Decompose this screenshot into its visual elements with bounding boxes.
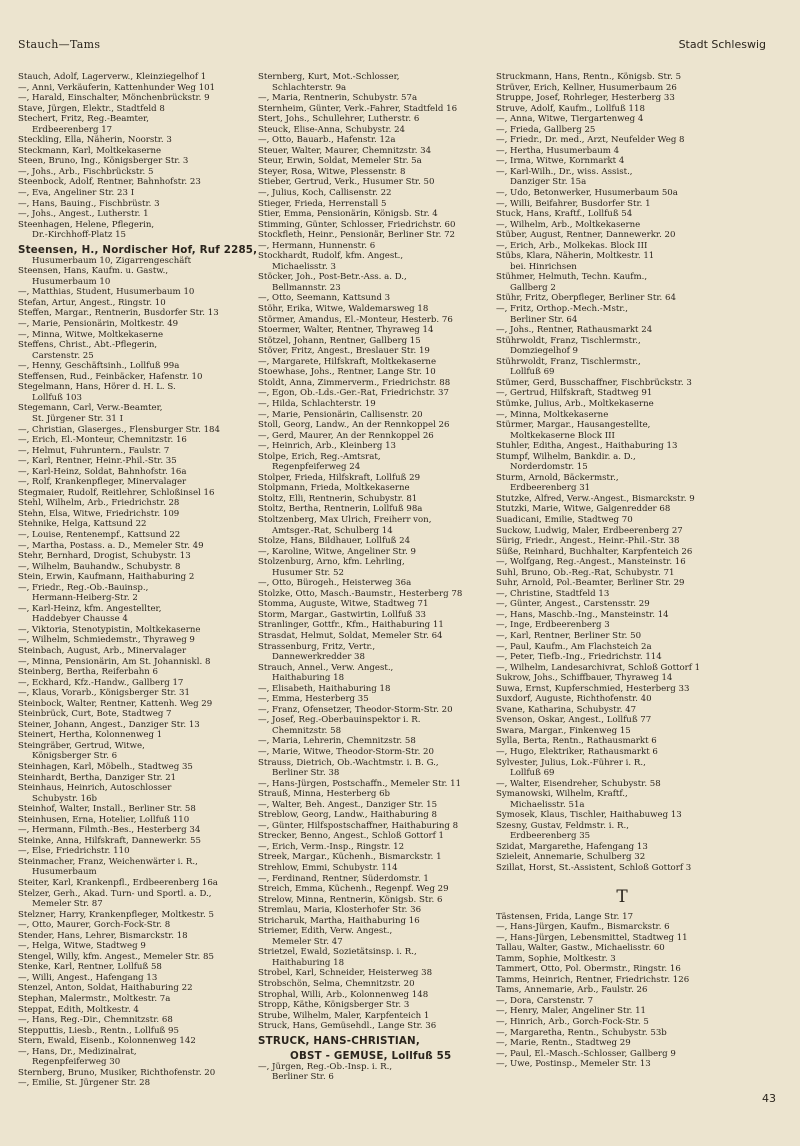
directory-entry: Stöver, Fritz, Angest., Breslauer Str. 19 [258,346,430,357]
directory-entry: Steiner, Johann, Angest., Danziger Str. 13 [18,719,200,730]
directory-entry: —, Helga, Witwe, Stadtweg 9 [18,941,146,952]
directory-entry: —, Hermann, Filmth.-Bes., Hesterberg 34 [18,825,201,836]
directory-entry: Svane, Katharina, Schubystr. 47 [496,704,637,715]
directory-entry: Stolzenburg, Arno, kfm. Lehrling, [258,557,405,568]
directory-entry: Steinke, Anna, Hilfskraft, Dannewerkr. 55 [18,835,201,846]
entry-continuation: Erdbeerenberg 35 [510,831,591,842]
directory-entry: —, Günter, Hilfspostschaffner, Haithaburing 8 [258,820,459,831]
directory-entry: Stein, Erwin, Kaufmann, Haithaburing 2 [18,572,195,583]
entry-continuation: Berliner Str. 38 [272,768,340,779]
entry-continuation: bei. Hinrichsen [510,261,577,272]
entry-continuation: Amtsger.-Rat, Schulberg 14 [272,525,393,536]
directory-entry: Stoltz, Elli, Rentnerin, Schubystr. 81 [258,493,418,504]
directory-entry: —, Inge, Erdbeerenberg 3 [496,620,610,631]
entry-continuation: Berliner Str. 6 [272,1072,334,1083]
directory-entry: Stöhr, Erika, Witwe, Waldemarsweg 18 [258,304,429,315]
directory-entry: Steinbock, Walter, Rentner, Kattenh. Weg 29 [18,698,213,709]
entry-continuation: Carstenstr. 25 [32,350,94,361]
directory-entry: —, Eva, Angeliner Str. 23 I [18,188,135,199]
entry-continuation: Husumerbaum 10 [32,276,111,287]
directory-entry: Symosek, Klaus, Tischler, Haithabuweg 13 [496,810,682,821]
directory-entry: Stührwoldt, Franz, Tischlermstr., [496,335,641,346]
directory-entry: —, Emma, Hesterberg 35 [258,694,369,705]
entry-continuation: Domziegelhof 9 [510,346,578,357]
directory-entry: —, Karl, Rentner, Heinr.-Phil.-Str. 35 [18,456,177,467]
directory-entry: —, Margaretha, Rentn., Schubystr. 53b [496,1027,667,1038]
directory-entry: —, Otto, Maurer, Gorch-Fock-Str. 8 [18,920,171,931]
directory-entry: Stechert, Fritz, Reg.-Beamter, [18,114,149,125]
directory-entry: Stühr, Fritz, Oberpfleger, Berliner Str. 64 [496,293,676,304]
entry-continuation: Lollfuß 69 [510,367,555,378]
directory-entry: Storm, Margar., Gastwirtin, Lollfuß 33 [258,609,427,620]
directory-entry: Steckling, Ella, Näherin, Noorstr. 3 [18,135,172,146]
directory-entry: Stegmaier, Rudolf, Reitlehrer, Schloßinsel 16 [18,487,215,498]
directory-entry: —, Louise, Rentenempf., Kattsund 22 [18,529,181,540]
directory-entry: —, Wilhelm, Landesarchivrat, Schloß Gottorf 1 [496,662,701,673]
directory-entry: Stoltz, Bertha, Rentnerin, Lollfuß 98a [258,504,423,515]
directory-entry: Steuer, Walter, Maurer, Chemnitzstr. 34 [258,145,432,156]
advertisement-entry: OBST - GEMÜSE, Lollfuß 55 [290,1049,452,1062]
directory-entry: Stuck, Hans, Kraftf., Lollfuß 54 [496,209,633,220]
directory-entry: Stühmer, Helmuth, Techn. Kaufm., [496,272,648,283]
directory-entry: Tams, Annemarie, Arb., Faulstr. 26 [496,985,648,996]
entry-continuation: Husumerbaum 10, Zigarrengeschäft [32,255,192,266]
directory-entry: —, Fritz, Orthop.-Mech.-Mstr., [496,304,628,315]
directory-entry: —, Minna, Witwe, Moltkekaserne [18,329,164,340]
entry-continuation: Husumerbaum [32,867,97,878]
entry-continuation: Gallberg 2 [510,282,556,293]
directory-entry: —, Klaus, Vorarb., Königsberger Str. 31 [18,688,190,699]
entry-continuation: Haddebyer Chausse 4 [32,614,128,625]
entry-continuation: Dr.-Kirchhoff-Platz 15 [32,230,127,241]
directory-entry: —, Johs., Angest., Lutherstr. 1 [18,209,149,220]
directory-entry: —, Wilhelm, Schmiedemstr., Thyraweg 9 [18,635,195,646]
directory-entry: Steckmann, Karl, Moltkekaserne [18,145,162,156]
directory-entry: —, Harald, Einschalter, Mönchenbrückstr. 9 [18,93,210,104]
directory-entry: Stockfleth, Heinr., Pensionär, Berliner Str. 72 [258,230,456,241]
entry-continuation: Haithaburing 18 [272,957,345,968]
directory-entry: —, Hans, Dr., Medizinalrat, [18,1046,137,1057]
directory-entry: Struckmann, Hans, Rentn., Königsb. Str. 5 [496,72,682,82]
directory-entry: —, Josef, Reg.-Oberbauinspektor i. R. [258,715,421,726]
directory-entry: Stenke, Karl, Rentner, Lollfuß 58 [18,962,162,973]
directory-entry: Strassenburg, Fritz, Vertr., [258,641,376,652]
directory-entry: —, Egon, Ob.-Lds.-Ger.-Rat, Friedrichstr. 37 [258,388,449,399]
directory-entry: Sylvester, Julius, Lok.-Führer i. R., [496,757,646,768]
directory-entry: —, Eckhard, Kfz.-Handw., Gallberg 17 [18,677,184,688]
directory-entry: Stave, Jürgen, Elektr., Stadtfeld 8 [18,103,165,114]
directory-entry: Steinmacher, Franz, Weichenwärter i. R., [18,856,198,867]
directory-entry: Strauch, Annel., Verw. Angest., [258,662,394,673]
directory-entry: Stefan, Artur, Angest., Ringstr. 10 [18,297,166,308]
directory-entry: —, Wilhelm, Arb., Moltkekaserne [496,219,641,230]
entry-continuation: St. Jürgener Str. 31 I [32,413,123,424]
directory-entry: —, Hans-Jürgen, Lebensmittel, Stadtweg 11 [496,932,688,943]
directory-entry: Steinhof, Walter, Install., Berliner Str. 58 [18,804,196,815]
directory-entry: Sternheim, Günter, Verk.-Fahrer, Stadtfeld 16 [258,103,458,114]
directory-entry: —, Marie, Witwe, Theodor-Storm-Str. 20 [258,747,434,757]
directory-entry: Stropp, Käthe, Königsberger Str. 3 [258,1000,410,1011]
entry-continuation: Michaelisstr. 51a [510,799,585,810]
directory-entry: Suxdorf, Auguste, Richthofenstr. 40 [496,694,652,705]
directory-entry: Stoll, Georg, Landw., An der Rennkoppel 26 [258,420,450,431]
directory-entry: Steiter, Karl, Krankenpfl., Erdbeerenberg 16a [18,878,218,889]
directory-entry: Stehr, Bernhard, Drogist, Schubystr. 13 [18,551,191,562]
directory-entry: Struve, Adolf, Kaufm., Lollfuß 118 [496,103,645,114]
directory-entry: Sternberg, Bruno, Musiker, Richthofenstr. 20 [18,1067,216,1078]
directory-entry: Stehn, Elsa, Witwe, Friedrichstr. 109 [18,508,180,519]
directory-entry: Strobschön, Selma, Chemnitzstr. 20 [258,979,415,990]
directory-entry: Tästensen, Frida, Lange Str. 17 [496,911,634,922]
directory-entry: —, Peter, Tiefb.-Ing., Friedrichstr. 114 [496,652,662,663]
directory-entry: —, Udo, Betonwerker, Husumerbaum 50a [496,188,678,199]
directory-entry: Stöcker, Joh., Post-Betr.-Ass. a. D., [258,272,407,283]
directory-entry: Stimming, Günter, Schlosser, Friedrichstr. 60 [258,219,456,230]
entry-continuation: Regenpfeiferweg 30 [32,1057,121,1068]
directory-entry: —, Hinrich, Arb., Gorch-Fock-Str. 5 [496,1017,649,1028]
directory-entry: Stieber, Gertrud, Verk., Husumer Str. 50 [258,177,435,188]
directory-entry: —, Hertha, Husumerbaum 4 [496,145,620,156]
directory-entry: Szillat, Horst, St.-Assistent, Schloß Gottorf 3 [496,863,692,874]
directory-entry: Stührwoldt, Franz, Tischlermstr., [496,356,641,367]
entry-continuation: Bellmannstr. 23 [272,282,341,293]
directory-entry: Steffensen, Rud., Feinbäcker, Hafenstr. 10 [18,371,203,382]
entry-continuation: Husumer Str. 52 [272,567,344,578]
directory-entry: Steffens, Christ., Abt.-Pflegerin, [18,340,158,351]
directory-entry: Tammert, Otto, Pol. Obermstr., Ringstr. 16 [496,964,681,975]
directory-entry: Steinhagen, Karl, Möbelh., Stadtweg 35 [18,762,193,772]
directory-entry: Stutzke, Alfred, Verw.-Angest., Bismarckstr. 9 [496,493,695,504]
directory-entry: Stehnike, Helga, Kattsund 22 [18,519,147,530]
directory-entry: Steinbach, August, Arb., Minervalager [18,645,187,656]
directory-entry: —, Willi, Beifahrer, Busdorfer Str. 1 [496,198,651,209]
directory-entry: Stoldt, Anna, Zimmerverm., Friedrichstr. 88 [258,377,451,388]
directory-entry: —, Hilda, Schlachterstr. 19 [258,398,376,409]
directory-entry: —, Hans, Maschb.-Ing., Mansteinstr. 14 [496,609,669,620]
directory-entry: Steffen, Margar., Rentnerin, Busdorfer Str. 13 [18,308,219,319]
entry-continuation: Lollfuß 103 [32,392,82,403]
directory-entry: Sukrow, Johs., Schiffbauer, Thyraweg 14 [496,673,673,684]
directory-entry: —, Johs., Arb., Fischbrückstr. 5 [18,166,154,177]
directory-entry: —, Friedr., Dr. med., Arzt, Neufelder Weg 8 [496,135,685,146]
running-header-city: Stadt Schleswig [678,38,766,51]
directory-entry: Struppe, Josef, Rohrleger, Hesterberg 33 [496,93,675,104]
entry-continuation: Berliner Str. 64 [510,314,578,325]
directory-entry: —, Hans-Jürgen, Postschaffn., Memeler Str. 11 [258,778,462,789]
directory-entry: —, Margarete, Hilfskraft, Moltkekaserne [258,356,437,367]
directory-entry: —, Erich, Arb., Molkekas. Block III [496,240,648,251]
directory-entry: Stolper, Frieda, Hilfskraft, Lollfuß 29 [258,472,421,483]
directory-entry: Strobel, Karl, Schneider, Heisterweg 38 [258,968,433,979]
directory-entry: Stegemann, Carl, Verw.-Beamter, [18,403,163,414]
directory-entry: Swara, Margar., Finkenweg 15 [496,725,631,736]
directory-entry: Stieger, Frieda, Herrenstall 5 [258,198,387,209]
directory-entry: Streek, Margar., Küchenh., Bismarckstr. 1 [258,852,442,863]
directory-entry: Stoewhase, Johs., Rentner, Lange Str. 10 [258,367,436,378]
entry-continuation: Memeler Str. 87 [32,899,103,910]
directory-entry: Stolpmann, Frieda, Moltkekaserne [258,483,410,494]
directory-entry: Stauch, Adolf, Lagerverw., Kleinziegelhof 1 [18,72,207,82]
directory-entry: —, Irma, Witwe, Kornmarkt 4 [496,156,625,167]
directory-entry: —, Hugo, Elektriker, Rathausmarkt 6 [496,747,658,757]
directory-entry: Symanowski, Wilhelm, Kraftf., [496,789,628,800]
directory-entry: —, Erich, El.-Monteur, Chemnitzstr. 16 [18,435,187,446]
entry-continuation: Schubystr. 16b [32,793,98,804]
directory-entry: —, Emilie, St. Jürgener Str. 28 [18,1078,151,1089]
directory-entry: Steinhardt, Bertha, Danziger Str. 21 [18,772,177,783]
directory-entry: —, Gertrud, Hilfskraft, Stadtweg 91 [496,388,653,399]
page-number: 43 [762,1092,776,1105]
directory-entry: —, Marie, Pensionärin, Callisenstr. 20 [258,409,423,420]
directory-entry: —, Erich, Verm.-Insp., Ringstr. 12 [258,841,405,852]
directory-entry: —, Minna, Moltkekaserne [496,409,609,420]
advertisement-entry: Steensen, H., Nordischer Hof, Ruf 2285, [18,243,258,256]
directory-entry: Stephan, Malermstr., Moltkestr. 7a [18,994,171,1005]
directory-column-1 [18,72,270,1089]
directory-entry: Suwa, Ernst, Kupferschmied, Hesterberg 33 [496,683,690,694]
directory-entry: —, Hans, Reg.-Dir., Chemnitzstr. 68 [18,1015,173,1026]
directory-entry: Stehl, Wilhelm, Arb., Friedrichstr. 28 [18,498,180,509]
directory-entry: Steuck, Elise-Anna, Schubystr. 24 [258,124,406,135]
directory-entry: Svenson, Oskar, Angest., Lollfuß 77 [496,715,652,726]
entry-continuation: Königsberger Str. 6 [32,751,118,762]
directory-entry: Tamms, Heinrich, Rentner, Friedrichstr. 126 [496,974,690,985]
directory-entry: Stolze, Hans, Bildhauer, Lollfuß 24 [258,536,411,547]
directory-entry: —, Günter, Angest., Carstensstr. 29 [496,599,650,610]
directory-entry: Sylla, Berta, Rentn., Rathausmarkt 6 [496,736,657,747]
directory-entry: —, Rolf, Krankenpfleger, Minervalager [18,477,187,488]
directory-entry: —, Julius, Koch, Callisenstr. 22 [258,188,392,199]
directory-entry: —, Marie, Rentn., Stadtweg 29 [496,1038,631,1049]
directory-entry: Süße, Reinhard, Buchhalter, Karpfenteich 26 [496,546,693,557]
directory-entry: Sturm, Arnold, Bäckermstr., [496,472,619,483]
directory-entry: Stübs, Klara, Näherin, Moltkestr. 11 [496,251,655,262]
directory-entry: Strauß, Minna, Hesterberg 6b [258,789,391,800]
directory-entry: Tallau, Walter, Gastw., Michaelisstr. 60 [496,943,665,954]
directory-entry: Steinhaus, Heinrich, Autoschlosser [18,783,172,794]
directory-entry: Stranlinger, Gottfr., Kfm., Haithaburing 11 [258,620,444,631]
directory-entry: Strophal, Willi, Arb., Kolonnenweg 148 [258,989,429,1000]
directory-entry: —, Gerd, Maurer, An der Rennkoppel 26 [258,430,434,441]
directory-entry: Stolpe, Erich, Reg.-Amtsrat, [258,451,381,462]
directory-entry: Stutzki, Marie, Witwe, Galgenredder 68 [496,504,671,515]
directory-entry: Steyer, Rosa, Witwe, Plessenstr. 8 [258,166,406,177]
directory-entry: Steenbock, Adolf, Rentner, Bahnhofstr. 23 [18,177,201,188]
directory-entry: Stoermer, Walter, Rentner, Thyraweg 14 [258,325,434,336]
directory-entry: —, Maria, Rentnerin, Schubystr. 57a [258,93,418,104]
directory-entry: —, Marie, Pensionärin, Moltkestr. 49 [18,319,179,330]
directory-entry: Stert, Johs., Schullehrer, Lutherstr. 6 [258,114,420,125]
entry-continuation: Norderdomstr. 15 [510,462,588,473]
directory-entry: Stuhler, Editha, Angest., Haithaburing 13 [496,441,678,452]
entry-continuation: Chemnitzstr. 58 [272,725,342,736]
directory-entry: —, Henny, Geschäftsinh., Lollfuß 99a [18,361,180,372]
directory-entry: Strelow, Minna, Rentnerin, Königsb. Str. 6 [258,894,443,905]
directory-entry: —, Anna, Witwe, Tiergartenweg 4 [496,114,644,125]
directory-entry: —, Else, Friedrichstr. 110 [18,846,130,857]
directory-entry: —, Franz, Ofensetzer, Theodor-Storm-Str. 20 [258,704,453,715]
directory-entry: Steingräber, Gertrud, Witwe, [18,740,145,751]
directory-entry: Suadicani, Emilie, Stadtweg 70 [496,514,633,525]
directory-entry: —, Elisabeth, Haithaburing 18 [258,683,391,694]
directory-entry: Sternberg, Kurt, Mot.-Schlosser, [258,72,400,82]
entry-continuation: Danziger Str. 15a [510,177,587,188]
directory-entry: Stockhardt, Rudolf, kfm. Angest., [258,251,404,262]
entry-continuation: Schlachterstr. 9a [272,82,347,93]
directory-entry: Strauss, Dietrich, Ob.-Wachtmstr. i. B. G., [258,757,439,768]
directory-entry: —, Minna, Pensionärin, Am St. Johanniskl. 8 [18,656,211,667]
directory-entry: Striemer, Edith, Verw. Angest., [258,926,393,937]
directory-entry: Stolzke, Otto, Masch.-Baumstr., Hesterberg 78 [258,588,463,599]
directory-entry: —, Christine, Stadtfeld 13 [496,588,610,599]
directory-entry: Stier, Emma, Pensionärin, Königsb. Str. 4 [258,209,438,220]
directory-entry: —, Christian, Glaserges., Flensburger Str. 184 [18,424,220,435]
directory-entry: Steinbrück, Curt, Bote, Stadtweg 7 [18,709,172,720]
directory-entry: Struck, Hans, Gemüsehdl., Lange Str. 36 [258,1021,437,1032]
directory-entry: Stüber, August, Rentner, Dannewerkr. 20 [496,230,676,241]
directory-entry: Stümer, Gerd, Busschaffner, Fischbrückstr. 3 [496,377,692,388]
directory-entry: Steppat, Edith, Moltkestr. 4 [18,1004,139,1015]
directory-entry: Strecker, Benno, Angest., Schloß Gottorf 1 [258,831,444,842]
directory-entry: Stumpf, Wilhelm, Bankdir. a. D., [496,451,636,462]
directory-entry: —, Otto, Bauarb., Hafenstr. 12a [258,135,396,146]
directory-entry: —, Walter, Eisendreher, Schubystr. 58 [496,778,661,789]
entry-continuation: Haithaburing 18 [272,673,345,684]
entry-continuation: Michaelisstr. 3 [272,261,336,272]
directory-entry: —, Hermann, Hunnenstr. 6 [258,240,376,251]
entry-continuation: Dannewerkredder 38 [272,652,365,663]
directory-entry: Stelzer, Gerh., Akad. Turn- und Sportl. a. D., [18,888,212,899]
directory-entry: Stremlau, Maria, Klosterhofer Str. 36 [258,905,422,916]
directory-entry: Steinberg, Bertha, Reiferbahn 6 [18,667,159,678]
directory-entry: Suhl, Bruno, Ob.-Reg.-Rat, Schubystr. 71 [496,567,675,578]
directory-entry: Stelzner, Harry, Krankenpfleger, Moltkestr. 5 [18,909,214,920]
directory-entry: —, Matthias, Student, Husumerbaum 10 [18,287,195,298]
directory-entry: Störmer, Amandus, El.-Monteur, Hesterb. 76 [258,314,453,325]
directory-entry: Sürig, Friedr., Angest., Heinr.-Phil.-Str. 38 [496,536,680,547]
directory-entry: —, Heinrich, Arb., Kleinberg 13 [258,441,396,452]
directory-entry: Strasdat, Helmut, Soldat, Memeler Str. 64 [258,630,443,641]
directory-entry: —, Otto, Seemann, Kattsund 3 [258,293,391,304]
entry-continuation: Erdbeerenberg 31 [510,483,591,494]
directory-entry: Stötzel, Johann, Rentner, Gallberg 15 [258,335,421,346]
directory-entry: Strüver, Erich, Kellner, Husumerbaum 26 [496,82,677,93]
directory-entry: Stender, Hans, Lehrer, Bismarckstr. 18 [18,930,188,941]
directory-entry: Streich, Emma, Küchenh., Regenpf. Weg 29 [258,884,449,895]
directory-entry: —, Karl-Heinz, kfm. Angestellter, [18,603,162,614]
entry-continuation: Hermann-Heiberg-Str. 2 [32,593,138,604]
directory-column-2 [258,72,510,1083]
directory-entry: Streblow, Georg, Landw., Haithaburing 8 [258,810,437,821]
directory-entry: —, Karl, Rentner, Berliner Str. 50 [496,630,642,641]
directory-entry: —, Anni, Verkäuferin, Kattenhunder Weg 101 [18,82,216,93]
directory-entry: —, Otto, Bürogeh., Heisterweg 36a [258,578,412,589]
directory-entry: —, Jürgen, Reg.-Ob.-Insp. i. R., [258,1061,393,1072]
directory-entry: Suckow, Ludwig, Maler, Erdbeerenberg 27 [496,525,683,536]
entry-continuation: Memeler Str. 47 [272,936,343,947]
directory-entry: —, Hans, Bauing., Fischbrüstr. 3 [18,198,160,209]
directory-entry: —, Paul, Kaufm., Am Flachsteich 2a [496,641,652,652]
directory-entry: Szesny, Gustav, Feldmstr. i. R., [496,820,629,831]
entry-continuation: Lollfuß 69 [510,768,555,779]
directory-entry: —, Maria, Lehrerin, Chemnitzstr. 58 [258,736,416,747]
directory-entry: —, Walter, Beh. Angest., Danziger Str. 15 [258,799,438,810]
directory-entry: Tamm, Sophie, Moltkestr. 3 [496,953,616,964]
directory-entry: Stenzel, Anton, Soldat, Haithaburing 22 [18,983,193,994]
directory-entry: Stomma, Auguste, Witwe, Stadtweg 71 [258,599,429,610]
directory-entry: —, Paul, El.-Masch.-Schlosser, Gallberg 9 [496,1048,676,1059]
directory-entry: Strietzel, Ewald, Sozietätsinsp. i. R., [258,947,417,958]
entry-continuation: Moltkekaserne Block III [510,430,615,441]
directory-entry: —, Willi, Angest., Hafengang 13 [18,972,158,983]
directory-entry: Stern, Ewald, Eisenb., Kolonnenweg 142 [18,1036,196,1047]
directory-entry: —, Uwe, Postinsp., Memeler Str. 13 [496,1059,651,1070]
directory-entry: Stepputtis, Liesb., Rentn., Lollfuß 95 [18,1025,179,1036]
entry-continuation: Regenpfeiferweg 24 [272,462,361,473]
directory-entry: Steinhusen, Erna, Hotelier, Lollfuß 110 [18,814,190,825]
directory-entry: —, Karl-Wilh., Dr., wiss. Assist., [496,166,633,177]
directory-entry: —, Friedr., Reg.-Ob.-Bauinsp., [18,582,149,593]
directory-entry: Stürmer, Margar., Hausangestellte, [496,420,651,431]
directory-entry: Steinert, Hertha, Kolonnenweg 1 [18,730,163,741]
directory-entry: —, Martha, Postass. a. D., Memeler Str. 49 [18,540,204,551]
directory-entry: Steur, Erwin, Soldat, Memeler Str. 5a [258,156,422,167]
directory-entry: —, Wilhelm, Bauhandw., Schubystr. 8 [18,561,181,572]
directory-entry: —, Henry, Maler, Angeliner Str. 11 [496,1006,647,1017]
directory-entry: —, Wolfgang, Reg.-Angest., Mansteinstr. 16 [496,557,686,568]
directory-entry: —, Helmut, Fuhruntern., Faulstr. 7 [18,445,170,456]
entry-continuation: Erdbeerenberg 17 [32,124,113,135]
directory-column-3 [496,72,748,1070]
directory-entry: Szidat, Margarethe, Hafengang 13 [496,841,648,852]
directory-entry: —, Dora, Carstenstr. 7 [496,995,594,1006]
directory-entry: —, Ferdinand, Rentner, Süderdomstr. 1 [258,873,429,884]
section-letter-heading: T [616,886,628,907]
directory-entry: —, Frieda, Gallberg 25 [496,124,596,135]
directory-entry: Stengel, Willy, kfm. Angest., Memeler Str. 85 [18,951,214,962]
directory-entry: Steen, Bruno, Ing., Königsberger Str. 3 [18,156,189,167]
directory-entry: Suhr, Arnold, Pol.-Beamter, Berliner Str. 29 [496,578,685,589]
directory-entry: Szieleit, Annemarie, Schulberg 32 [496,852,646,863]
directory-entry: —, Viktoria, Stenotypistin, Moltkekaserne [18,624,201,635]
directory-entry: Strube, Wilhelm, Maler, Karpfenteich 1 [258,1010,430,1021]
directory-entry: —, Karl-Heinz, Soldat, Bahnhofstr. 16a [18,466,187,477]
running-header-range: Stauch—Tams [18,38,101,51]
directory-entry: Steensen, Hans, Kaufm. u. Gastw., [18,266,169,277]
directory-entry: Stegelmann, Hans, Hörer d. H. L. S. [18,382,176,393]
directory-entry: —, Karoline, Witwe, Angeliner Str. 9 [258,546,416,557]
directory-entry: Stricharuk, Martha, Haithaburing 16 [258,915,420,926]
directory-entry: —, Hans-Jürgen, Kaufm., Bismarckstr. 6 [496,922,670,933]
directory-entry: Strehlow, Emmi, Schubystr. 114 [258,863,398,874]
directory-entry: Stoltzenberg, Max Ulrich, Freiherr von, [258,514,432,525]
directory-entry: Steenhagen, Helene, Pflegerin, [18,219,155,230]
advertisement-entry: STRUCK, HANS-CHRISTIAN, [258,1034,420,1047]
directory-entry: —, Johs., Rentner, Rathausmarkt 24 [496,325,653,336]
directory-entry: Stümke, Julius, Arb., Moltkekaserne [496,398,654,409]
